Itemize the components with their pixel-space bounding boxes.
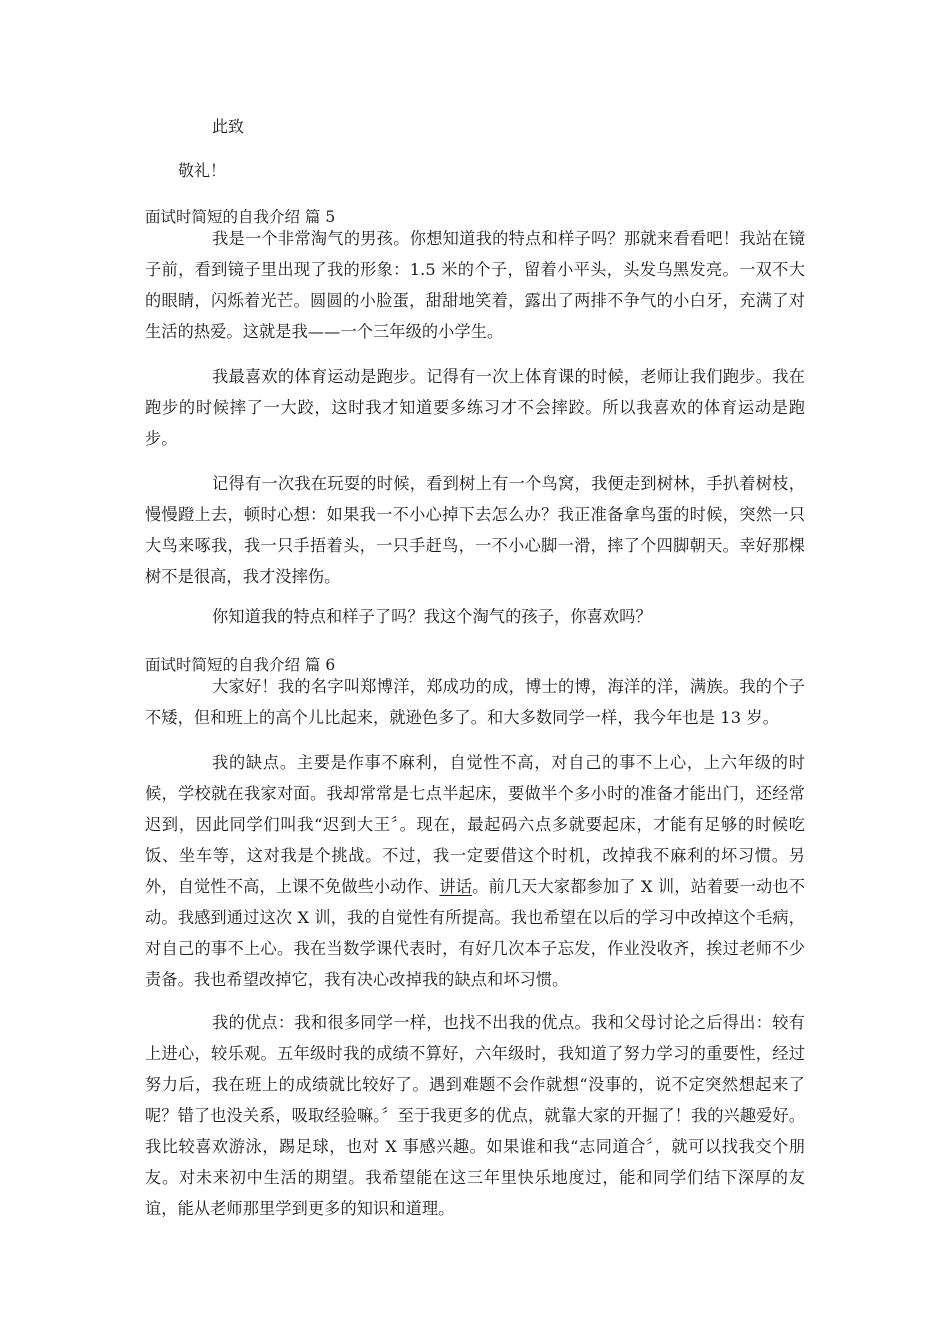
underlined-text: 讲话 bbox=[439, 877, 473, 896]
section-5-heading: 面试时简短的自我介绍 篇 5 bbox=[145, 208, 336, 226]
closing-regards: 敬礼！ bbox=[178, 161, 227, 180]
closing-salutation: 此致 bbox=[212, 117, 245, 136]
section-6-paragraph-2 bbox=[145, 747, 805, 995]
section-5-paragraph-2: 我最喜欢的体育运动是跑步。记得有一次上体育课的时候，老师让我们跑步。我在跑步的时候摔了一大跤，这时我才知道要多练习才不会摔跤。所以我喜欢的体育运动是跑步。 bbox=[145, 367, 805, 448]
section-6-heading: 面试时简短的自我介绍 篇 6 bbox=[145, 656, 336, 674]
section-6-paragraph-1: 大家好！我的名字叫郑博洋，郑成功的成，博士的博，海洋的洋，满族。我的个子不矮，但和班上的高个儿比起来，就逊色多了。和大多数同学一样，我今年也是 13 岁。 bbox=[145, 677, 805, 727]
paragraph-text: 我的缺点。主要是作事不麻利，自觉性不高，对自己的事不上心，上六年级的时候，学校就在我家对面。我却常常是七点半起床，要做半个多小时的准备才能出门，还经常迟到，因此同学们叫我“迟到大王〞。现在，最起码六点多就要起床，才能有足够的时候吃饭、坐车等，这对我是个挑战。不过，我一定要借这个时机，改掉我不麻利的坏习惯。另外，自觉性不高，上课不免做些小动作、 bbox=[145, 753, 805, 896]
section-5-paragraph-3: 记得有一次我在玩耍的时候，看到树上有一个鸟窝，我便走到树林，手扒着树枝，慢慢蹬上去，顿时心想：如果我一不小心掉下去怎么办？我正准备拿鸟蛋的时候，突然一只大鸟来啄我，我一只手捂着头，一只手赶鸟，一不小心脚一滑，摔了个四脚朝天。幸好那棵树不是很高，我才没摔伤。 bbox=[145, 474, 805, 586]
section-5-paragraph-1: 我是一个非常淘气的男孩。你想知道我的特点和样子吗？那就来看看吧！我站在镜子前，看到镜子里出现了我的形象：1.5 米的个子，留着小平头，头发乌黑发亮。一双不大的眼睛，闪烁着光芒。圆圆的小脸蛋，甜甜地笑着，露出了两排不争气的小白牙，充满了对生活的热爱。这就是我——一个三年级的小学生。 bbox=[145, 229, 805, 341]
section-5-paragraph-4: 你知道我的特点和样子了吗？我这个淘气的孩子，你喜欢吗？ bbox=[212, 607, 652, 626]
paragraph-text: 。前几天大家都参加了 X 训，站着要一动也不动。我感到通过这次 X 训，我的自觉性有所提高。我也希望在以后的学习中改掉这个毛病，对自己的事不上心。我在当数学课代表时，有好几次本子忘发，作业没收齐，挨过老师不少责备。我也希望改掉它，我有决心改掉我的缺点和坏习惯。 bbox=[145, 877, 805, 989]
section-6-paragraph-3: 我的优点：我和很多同学一样，也找不出我的优点。我和父母讨论之后得出：较有上进心，较乐观。五年级时我的成绩不算好，六年级时，我知道了努力学习的重要性，经过努力后，我在班上的成绩就比较好了。遇到难题不会作就想“没事的，说不定突然想起来了呢？错了也没关系，吸取经验嘛。〞至于我更多的优点，就靠大家的开掘了！我的兴趣爱好。我比较喜欢游泳，踢足球，也对 X 事感兴趣。如果谁和我“志同道合〞，就可以找我交个朋友。对未来初中生活的期望。我希望能在这三年里快乐地度过，能和同学们结下深厚的友谊，能从老师那里学到更多的知识和道理。 bbox=[145, 1013, 805, 1218]
